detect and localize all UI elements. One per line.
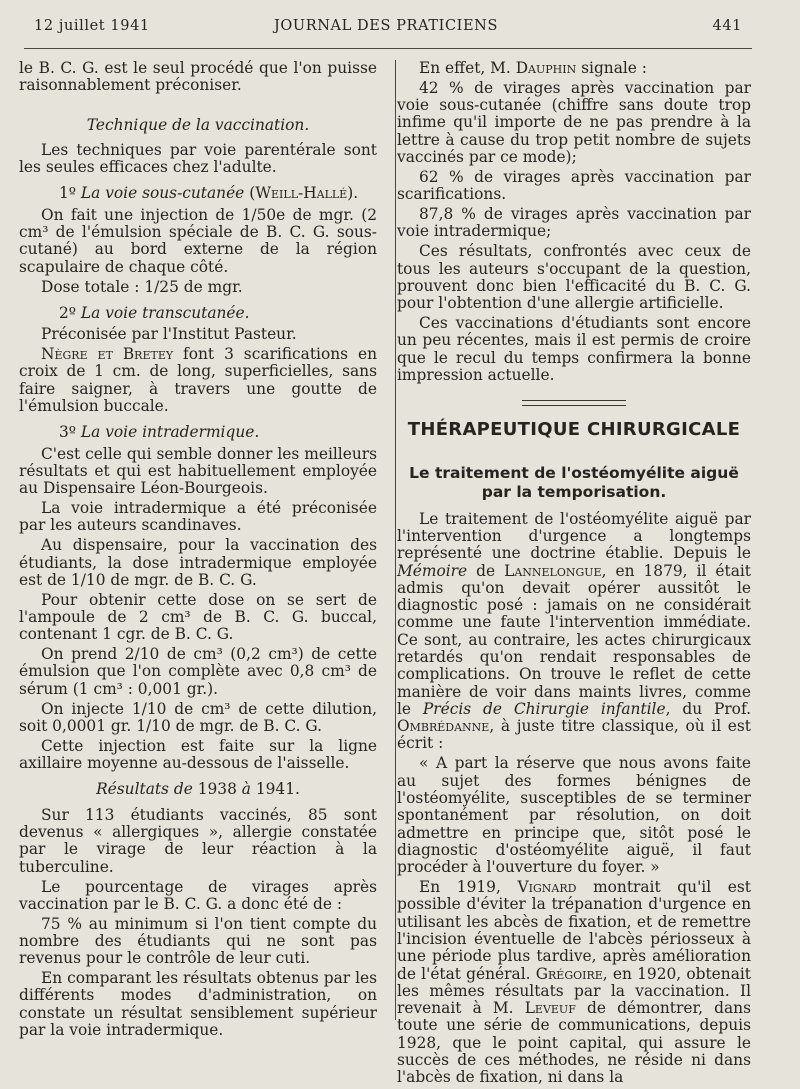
paragraph: Le pourcentage de virages après vaccination par le B. C. G. a donc été de :: [19, 877, 377, 913]
paragraph: Ces résultats, confrontés avec ceux de tous les auteurs s'occupant de la question, prouvent donc bien l'efficacité du B. C. G. pour l'obtention d'une allergie artificielle.: [397, 242, 751, 313]
running-header: [30, 18, 742, 42]
header-rule: [24, 48, 752, 49]
paragraph: Nègre et Bretey font 3 scarifications en croix de 1 cm. de long, superficielles, sans faire saigner, à travers une goutte de l'émulsion buccale.: [19, 345, 377, 415]
subheading-technique: Technique de la vaccination.: [86, 115, 310, 134]
paragraph: Ces vaccinations d'étudiants sont encore un peu récentes, mais il est permis de croire que le recul du temps confirmera la bonne impression actuelle.: [397, 314, 751, 385]
paragraph: La voie intradermique a été préconisée par les auteurs scandinaves.: [19, 499, 377, 535]
quotation: « A part la réserve que nous avons faite au sujet des formes bénignes de l'ostéomyélite, susceptibles de se terminer spontanément par résolution, on doit admettre en principe que, sitôt posé le diagnostic d'ostéomyélite aiguë, il faut procéder à l'ouverture du foyer. »: [397, 754, 751, 877]
paragraph: 75 % au minimum si l'on tient compte du nombre des étudiants qui ne sont pas revenus pour le contrôle de leur cuti.: [19, 914, 377, 968]
column-divider: [395, 60, 396, 1020]
paragraph: Le traitement de l'ostéomyélite aiguë par l'intervention d'urgence a longtemps représenté une doctrine établie. Depuis le Mémoire de Lannelongue, en 1879, il était admis qu'on devait opérer aussitôt le diagnostic posé : jamais on ne considérait comme une faute l'intervention immédiate. Ce sont, au contraire, les actes chirurgicaux retardés qu'on rendait responsables de complications. On trouve le reflet de cette manière de voir dans maints livres, comme le Précis de Chirurgie infantile, du Prof. Ombrédanne, à juste titre classique, où il est écrit :: [397, 509, 751, 753]
paragraph: C'est celle qui semble donner les meilleurs résultats et qui est habituellement employée au Dispensaire Léon-Bourgeois.: [19, 444, 377, 498]
paragraph: le B. C. G. est le seul procédé que l'on puisse raisonnablement préconiser.: [19, 59, 377, 95]
paragraph: En comparant les résultats obtenus par les différents modes d'administration, on constate un résultat sensiblement supérieur par la voie intradermique.: [19, 969, 377, 1040]
paragraph: En 1919, Vignard montrait qu'il est possible d'éviter la trépanation d'urgence en utilisant les abcès de fixation, et de remettre l'incision éventuelle de l'abcès périosseux à une période plus tardive, après amélioration de l'état général. Grégoire, en 1920, obtenait les mêmes résultats par la vaccination. Il revenait à M. Leveuf de démontrer, dans toute une série de communications, depuis 1928, que le point capital, qui assure le succès de ces méthodes, ne réside ni dans l'abcès de fixation, ni dans la: [397, 878, 751, 1087]
left-column: [19, 60, 377, 1042]
paragraph: Dose totale : 1/25 de mgr.: [41, 277, 243, 296]
article-title: Le traitement de l'ostéomyélite aiguë par la temporisation.: [409, 463, 739, 501]
paragraph: On injecte 1/10 de cm³ de cette dilution, soit 0,0001 gr. 1/10 de mgr. de B. C. G.: [19, 699, 377, 735]
paragraph: On fait une injection de 1/50e de mgr. (2 cm³ de l'émulsion spéciale de B. C. G. sous-cutané) au bord externe de la région scapulaire de chaque côté.: [19, 205, 377, 276]
paragraph: 87,8 % de virages après vaccination par voie intradermique;: [397, 205, 751, 241]
paragraph: En effet, M. Dauphin signale :: [419, 59, 647, 77]
paragraph: Au dispensaire, pour la vaccination des étudiants, la dose intradermique employée est de 1/10 de mgr. de B. C. G.: [19, 536, 377, 589]
paragraph: Préconisée par l'Institut Pasteur.: [41, 325, 297, 344]
header-page-number: 441: [712, 18, 742, 34]
subheading-intradermique: 3º La voie intradermique.: [59, 423, 260, 442]
subheading-sous-cutanee: 1º La voie sous-cutanée (Weill-Hallé).: [59, 184, 359, 203]
paragraph: Cette injection est faite sur la ligne axillaire moyenne au-dessous de l'aisselle.: [19, 736, 377, 773]
paragraph: 42 % de virages après vaccination par voie sous-cutanée (chiffre sans doute trop infime qu'il importe de ne pas prendre à la lettre à cause du trop petit nombre de sujets vaccinés par ce mode);: [397, 78, 751, 167]
paragraph: On prend 2/10 de cm³ (0,2 cm³) de cette émulsion que l'on complète avec 0,8 cm³ de sérum (1 cm³ : 0,001 gr.).: [19, 645, 377, 698]
header-journal-title: JOURNAL DES PRATICIENS: [274, 18, 498, 34]
section-title: THÉRAPEUTIQUE CHIRURGICALE: [407, 419, 741, 441]
paragraph: Les techniques par voie parentérale sont les seules efficaces chez l'adulte.: [19, 140, 377, 177]
right-column: [397, 60, 751, 1089]
subheading-transcutanee: 2º La voie transcutanée.: [59, 303, 250, 322]
paragraph: Sur 113 étudiants vaccinés, 85 sont devenus « allergiques », allergie constatée par le virage de leur réaction à la tuberculine.: [19, 805, 377, 876]
paragraph: 62 % de virages après vaccination par scarifications.: [397, 167, 751, 204]
subheading-resultats: Résultats de 1938 à 1941.: [96, 780, 300, 799]
section-separator: [522, 400, 626, 406]
paragraph: Pour obtenir cette dose on se sert de l'ampoule de 2 cm³ de B. C. G. buccal, contenant 1 cgr. de B. C. G.: [19, 590, 377, 644]
header-date: 12 juillet 1941: [34, 18, 150, 34]
